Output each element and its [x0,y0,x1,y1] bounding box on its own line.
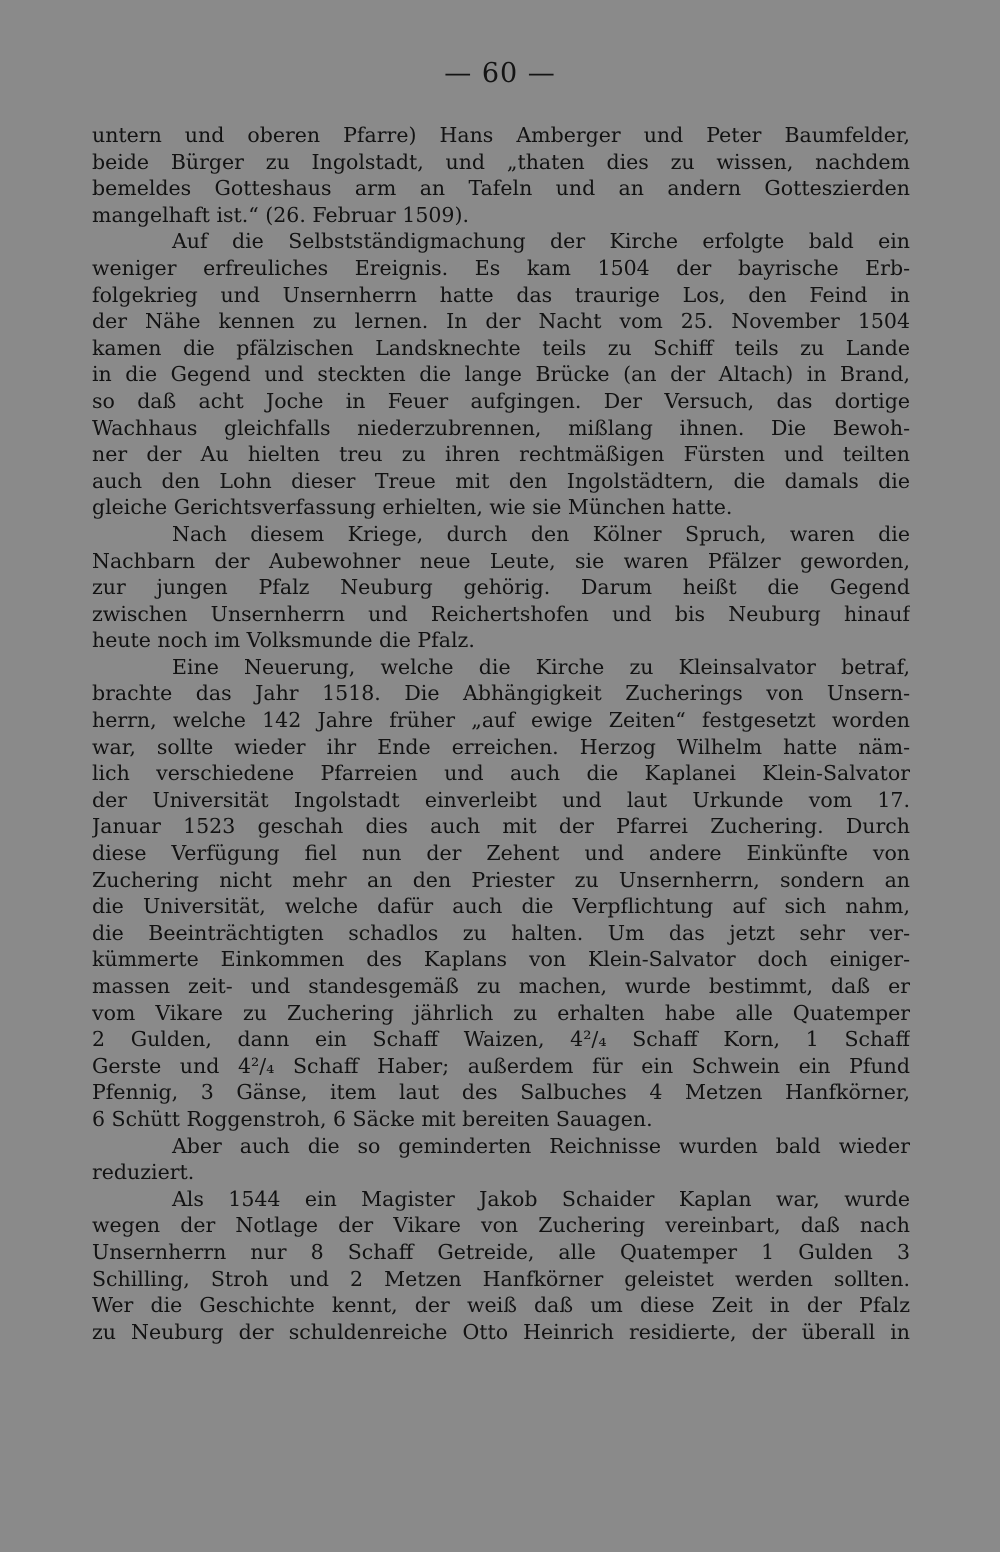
text-line: in die Gegend und steckten die lange Brücke (an der Altach) in Brand, [92,362,910,387]
page-number: — 60 — [444,58,556,89]
text-line: kümmerte Einkommen des Kaplans von Klein-Salvator doch einiger- [92,947,910,972]
text-line: Als 1544 ein Magister Jakob Schaider Kaplan war, wurde [172,1186,910,1211]
text-line: lich verschiedene Pfarreien und auch die Kaplanei Klein-Salvator [92,761,910,786]
text-line: herrn, welche 142 Jahre früher „auf ewige Zeiten“ festgesetzt worden [92,708,910,733]
text-line: Aber auch die so geminderten Reichnisse wurden bald wieder [172,1133,910,1158]
body-text [92,122,910,1345]
text-line: so daß acht Joche in Feuer aufgingen. Der Versuch, das dortige [92,388,910,413]
text-line: gleiche Gerichtsverfassung erhielten, wie sie München hatte. [92,495,733,520]
text-line: reduziert. [92,1160,195,1185]
text-line: Auf die Selbstständigmachung der Kirche erfolgte bald ein [172,229,910,254]
text-line: beide Bürger zu Ingolstadt, und „thaten dies zu wissen, nachdem [92,149,910,174]
text-line: wegen der Notlage der Vikare von Zuchering vereinbart, daß nach [92,1213,910,1238]
text-line: auch den Lohn dieser Treue mit den Ingolstädtern, die damals die [92,468,910,493]
text-line: Gerste und 4²/₄ Schaff Haber; außerdem für ein Schwein ein Pfund [92,1053,910,1078]
text-line: weniger erfreuliches Ereignis. Es kam 1504 der bayrische Erb- [92,255,910,280]
text-line: die Universität, welche dafür auch die Verpflichtung auf sich nahm, [92,894,910,919]
text-line: diese Verfügung fiel nun der Zehent und andere Einkünfte von [92,841,910,866]
text-line: zwischen Unsernherrn und Reichertshofen und bis Neuburg hinauf [92,601,910,626]
text-line: zu Neuburg der schuldenreiche Otto Heinrich residierte, der überall in [92,1319,910,1344]
text-line: war, sollte wieder ihr Ende erreichen. Herzog Wilhelm hatte näm- [92,734,910,759]
text-line: Wer die Geschichte kennt, der weiß daß um diese Zeit in der Pfalz [92,1293,910,1318]
text-line: Wachhaus gleichfalls niederzubrennen, mißlang ihnen. Die Bewoh- [92,415,910,440]
text-line: Unsernherrn nur 8 Schaff Getreide, alle Quatemper 1 Gulden 3 [92,1239,910,1264]
text-line: Pfennig, 3 Gänse, item laut des Salbuches 4 Metzen Hanfkörner, [92,1080,910,1105]
text-line: folgekrieg und Unsernherrn hatte das traurige Los, den Feind in [92,282,910,307]
text-line: massen zeit- und standesgemäß zu machen, wurde bestimmt, daß er [92,974,910,998]
text-line: Nachbarn der Aubewohner neue Leute, sie waren Pfälzer geworden, [92,548,910,573]
text-line: untern und oberen Pfarre) Hans Amberger und Peter Baumfelder, [92,123,910,147]
text-line: Nach diesem Kriege, durch den Kölner Spruch, waren die [172,521,910,546]
text-line: 6 Schütt Roggenstroh, 6 Säcke mit bereiten Sauagen. [92,1106,653,1131]
text-line: der Universität Ingolstadt einverleibt und laut Urkunde vom 17. [92,787,910,812]
text-line: brachte das Jahr 1518. Die Abhängigkeit Zucherings von Unsern- [92,681,910,706]
text-line: heute noch im Volksmunde die Pfalz. [92,628,475,653]
text-line: Januar 1523 geschah dies auch mit der Pfarrei Zuchering. Durch [92,814,910,839]
text-line: die Beeinträchtigten schadlos zu halten. Um das jetzt sehr ver- [92,920,910,945]
text-line: 2 Gulden, dann ein Schaff Waizen, 4²/₄ Schaff Korn, 1 Schaff [92,1027,910,1052]
text-line: ner der Au hielten treu zu ihren rechtmäßigen Fürsten und teilten [92,442,910,467]
text-line: Zuchering nicht mehr an den Priester zu Unsernherrn, sondern an [92,867,910,892]
text-line: mangelhaft ist.“ (26. Februar 1509). [92,202,469,227]
text-line: kamen die pfälzischen Landsknechte teils zu Schiff teils zu Lande [92,335,910,360]
text-line: zur jungen Pfalz Neuburg gehörig. Darum heißt die Gegend [92,575,910,600]
text-line: bemeldes Gotteshaus arm an Tafeln und an andern Gotteszierden [92,176,910,201]
text-line: Schilling, Stroh und 2 Metzen Hanfkörner geleistet werden sollten. [92,1266,910,1291]
text-line: vom Vikare zu Zuchering jährlich zu erhalten habe alle Quatemper [92,1000,910,1025]
text-line: der Nähe kennen zu lernen. In der Nacht vom 25. November 1504 [92,309,910,334]
text-line: Eine Neuerung, welche die Kirche zu Kleinsalvator betraf, [172,654,910,679]
